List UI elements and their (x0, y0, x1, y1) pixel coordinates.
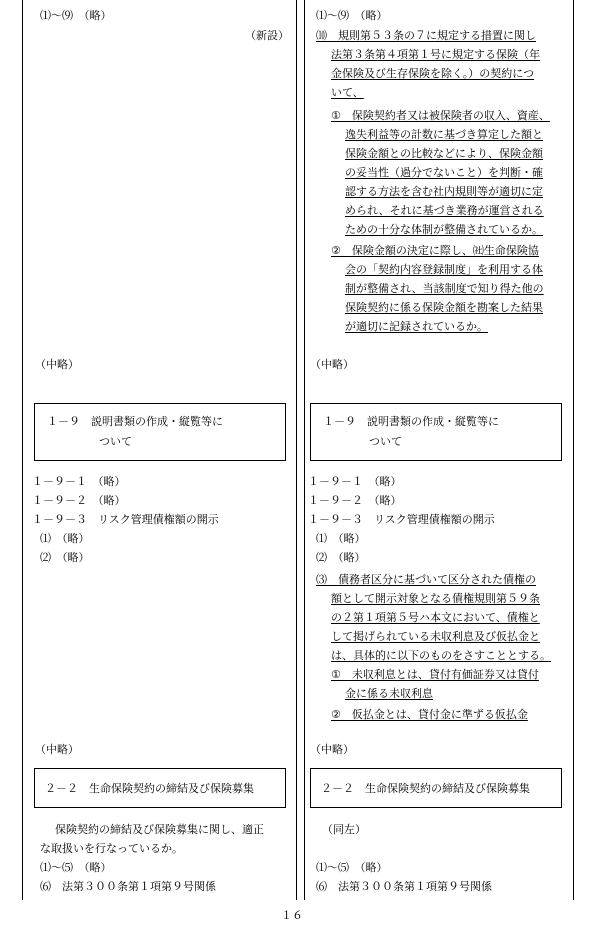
right-same-as-left: （同左） (322, 823, 366, 836)
right-item-1-9: ⑴～⑼ （略） (316, 9, 388, 22)
left-section-1-9-2: １－９－２ （略） (32, 494, 126, 507)
left-omitted-1: （中略） (35, 358, 79, 371)
left-item-6: ⑹ 法第３００条第１項第９号関係 (40, 880, 216, 893)
right-sub1-line4: の妥当性（過分でないこと）を判断・確 (345, 166, 543, 179)
right-sub1-line5: 認する方法を含む社内規則等が適切に定 (345, 185, 543, 198)
right-sub2-line4: 保険契約に係る保険金額を勘案した結果 (345, 301, 543, 314)
right-omitted-1: （中略） (310, 358, 354, 371)
right-omitted-2: （中略） (310, 743, 354, 756)
left-item-1-5: ⑴～⑸ （略） (40, 861, 112, 874)
page-number: １６ (281, 909, 303, 922)
left-new-provision-note: （新設） (245, 29, 289, 42)
right-sub1-line7: ための十分な体制が整備されているか。 (345, 223, 543, 236)
left-heading-box-1-9 (34, 403, 286, 461)
right-heading-box-2-2 (310, 768, 562, 808)
right-sub1-line3: 保険金額との比較などにより、保険金額 (345, 147, 543, 160)
right-sub2-line1: ② 保険金額の決定に際し、㈳生命保険協 (331, 244, 539, 257)
left-heading-1-9-line2: ついて (99, 435, 132, 448)
left-item-1-9: ⑴～⑼ （略） (40, 9, 112, 22)
column-rule-center-a (296, 0, 297, 900)
left-para-2: ⑵ （略） (40, 551, 90, 564)
column-rule-center-b (304, 0, 305, 900)
left-omitted-2: （中略） (35, 743, 79, 756)
left-body-line1: 保険契約の締結及び保険募集に関し、適正 (55, 823, 264, 836)
left-body-line2: な取扱いを行なっているか。 (40, 842, 183, 855)
right-item-10-line2: 法第３条第４項第１号に規定する保険（年 (331, 48, 540, 61)
right-section-1-9-2: １－９－２ （略） (308, 494, 402, 507)
right-para-3-line1: ⑶ 債務者区分に基づいて区分された債権の (316, 573, 536, 586)
left-heading-box-2-2 (34, 768, 286, 808)
right-para-3-line2: 額として開示対象となる債権規則第５９条 (331, 592, 540, 605)
right-item-10-line4: いて、 (331, 86, 364, 99)
column-rule-left (22, 0, 23, 900)
right-section-1-9-3: １－９－３ リスク管理債権額の開示 (308, 513, 495, 526)
right-item-10-line1: ⑽ 規則第５３条の７に規定する措置に関し (316, 29, 536, 42)
right-sub2-line5: が適切に記録されているか。 (345, 320, 488, 333)
right-para-1: ⑴ （略） (316, 532, 366, 545)
right-para-2: ⑵ （略） (316, 551, 366, 564)
right-sub1-line1: ① 保険契約者又は被保険者の収入、資産、 (331, 109, 550, 122)
right-sub2-line2: 会の「契約内容登録制度」を利用する体 (345, 263, 543, 276)
column-rule-right (573, 0, 574, 900)
right-heading-1-9-line2: ついて (369, 435, 402, 448)
right-heading-2-2: ２－２ 生命保険契約の締結及び保険募集 (321, 782, 530, 795)
right-heading-1-9-line1: １－９ 説明書類の作成・縦覧等に (323, 415, 499, 428)
right-para-3-sub1-line1: ① 未収利息とは、貸付有価証券又は貸付 (331, 668, 539, 681)
left-section-1-9-3: １－９－３ リスク管理債権額の開示 (32, 513, 219, 526)
right-sub1-line2: 逸失利益等の計数に基づき算定した額と (345, 128, 543, 141)
right-para-3-line3: の２第１項第５号ハ本文において、債権と (331, 611, 540, 624)
right-item-10-line3: 金保険及び生存保険を除く。）の契約につ (331, 67, 535, 80)
right-section-1-9-1: １－９－１ （略） (308, 475, 402, 488)
right-item-1-5: ⑴～⑸ （略） (316, 861, 388, 874)
left-heading-1-9-line1: １－９ 説明書類の作成・縦覧等に (47, 415, 223, 428)
left-heading-2-2: ２－２ 生命保険契約の締結及び保険募集 (45, 782, 254, 795)
right-para-3-line5: は、具体的に以下のものをさすこととする。 (331, 649, 551, 662)
left-section-1-9-1: １－９－１ （略） (32, 475, 126, 488)
right-para-3-sub2: ② 仮払金とは、貸付金に準ずる仮払金 (331, 708, 528, 721)
right-sub2-line3: 制が整備され、当該制度で知り得た他の (345, 282, 544, 295)
right-para-3-sub1-line2: 金に係る未収利息 (345, 687, 433, 700)
right-heading-box-1-9 (310, 403, 562, 461)
left-para-1: ⑴ （略） (40, 532, 90, 545)
right-item-6: ⑹ 法第３００条第１項第９号関係 (316, 880, 492, 893)
right-para-3-line4: して掲げられている未収利息及び仮払金と (331, 630, 540, 643)
right-sub1-line6: められ、それに基づき業務が運営される (345, 204, 544, 217)
